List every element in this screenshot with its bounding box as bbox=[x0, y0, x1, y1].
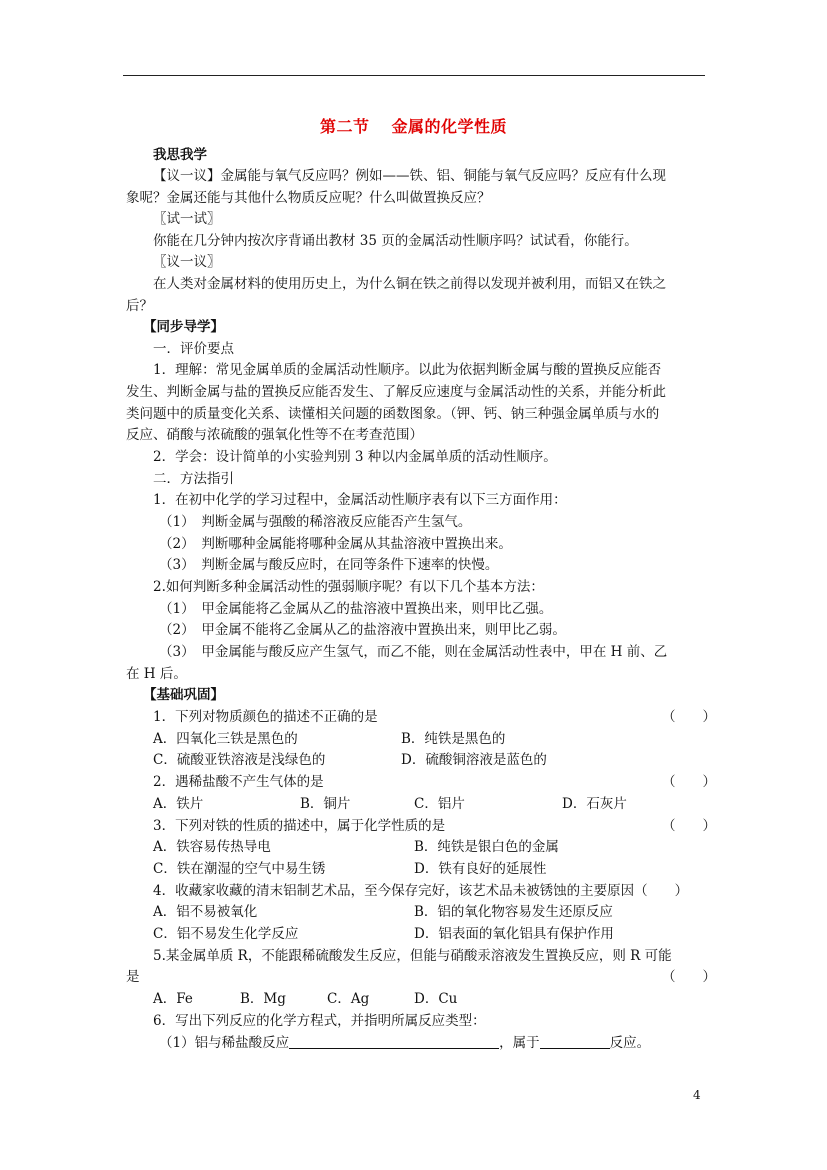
eval-p1-line4: 反应、硝酸与浓硫酸的强氧化性等不在考查范围） bbox=[126, 427, 423, 443]
q4-option-c: C．铝不易发生化学反应 bbox=[153, 926, 299, 942]
try-text: 你能在几分钟内按次序背诵出教材 35 页的金属活动性顺序吗？试试看，你能行。 bbox=[153, 233, 638, 249]
eval-p1-line1: 1．理解：常见金属单质的金属活动性顺序。以此为依据判断金属与酸的置换反应能否 bbox=[153, 362, 662, 378]
q1-option-b: B．纯铁是黑色的 bbox=[401, 731, 506, 747]
q6-item1-suffix: 反应。 bbox=[609, 1035, 651, 1051]
q4-option-a: A．铝不易被氧化 bbox=[153, 904, 258, 920]
q1-answer-paren: （ ） bbox=[662, 709, 716, 725]
method-2-item3-line1: （3） 甲金属能与酸反应产生氢气，而乙不能，则在金属活动性表中，甲在 H 前、乙 bbox=[159, 644, 668, 660]
eval-p1-line2: 发生、判断金属与盐的置换反应能否发生、了解反应速度与金属活动性的关系，并能分析此 bbox=[126, 384, 666, 400]
q3-option-c: C．铁在潮湿的空气中易生锈 bbox=[153, 861, 326, 877]
equation-blank[interactable] bbox=[289, 1034, 499, 1049]
q5-stem-line2: 是 bbox=[126, 969, 140, 985]
eval-p1-line3: 类问题中的质量变化关系、读懂相关问题的函数图象。（钾、钙、钠三种强金属单质与水的 bbox=[126, 406, 660, 422]
method-2-item3-line2: 在 H 后。 bbox=[126, 666, 187, 682]
q1-stem: 1．下列对物质颜色的描述不正确的是 bbox=[153, 709, 378, 725]
q6-item1 bbox=[159, 1034, 650, 1052]
method-1: 1．在初中化学的学习过程中，金属活动性顺序表有以下三方面作用： bbox=[153, 492, 567, 508]
q2-option-d: D．石灰片 bbox=[562, 796, 627, 812]
q2-option-b: B．铜片 bbox=[300, 796, 351, 812]
q3-option-a: A．铁容易传热导电 bbox=[153, 839, 271, 855]
q1-option-d: D．硫酸铜溶液是蓝色的 bbox=[401, 752, 547, 768]
eval-heading: 一．评价要点 bbox=[153, 341, 234, 357]
q3-stem: 3．下列对铁的性质的描述中，属于化学性质的是 bbox=[153, 818, 446, 834]
q6-stem: 6．写出下列反应的化学方程式，并指明所属反应类型： bbox=[153, 1013, 486, 1029]
section-title bbox=[0, 114, 827, 137]
q2-answer-paren: （ ） bbox=[662, 774, 716, 790]
q1-option-a: A．四氧化三铁是黑色的 bbox=[153, 731, 298, 747]
q2-option-c: C．铝片 bbox=[414, 796, 465, 812]
section-name: 金属的化学性质 bbox=[391, 117, 508, 136]
q6-item1-mid: ，属于 bbox=[499, 1035, 540, 1051]
q1-option-c: C．硫酸亚铁溶液是浅绿色的 bbox=[153, 752, 326, 768]
q4-option-d: D．铝表面的氧化铝具有保护作用 bbox=[414, 926, 614, 942]
method-1-item2: （2） 判断哪种金属能将哪种金属从其盐溶液中置换出来。 bbox=[159, 536, 512, 552]
section-number: 第二节 bbox=[319, 117, 370, 136]
discuss2-label: 〖议一议〗 bbox=[153, 254, 221, 270]
reaction-type-blank[interactable] bbox=[540, 1034, 610, 1049]
method-2-item2: （2） 甲金属不能将乙金属从乙的盐溶液中置换出来，则甲比乙弱。 bbox=[159, 622, 566, 638]
q6-item1-prefix: （1）铝与稀盐酸反应 bbox=[159, 1035, 290, 1051]
q5-stem-line1: 5.某金属单质 R，不能跟稀硫酸发生反应，但能与硝酸汞溶液发生置换反应，则 R 可能 bbox=[153, 948, 672, 964]
page-number: 4 bbox=[693, 1088, 701, 1102]
q3-answer-paren: （ ） bbox=[662, 818, 716, 834]
q3-option-b: B．纯铁是银白色的金属 bbox=[414, 839, 559, 855]
q2-option-a: A．铁片 bbox=[153, 796, 204, 812]
method-heading: 二．方法指引 bbox=[153, 471, 234, 487]
discuss1-line2: 象呢？金属还能与其他什么物质反应呢？什么叫做置换反应？ bbox=[126, 190, 491, 206]
q4-option-b: B．铝的氧化物容易发生还原反应 bbox=[414, 904, 613, 920]
header-rule bbox=[123, 75, 705, 76]
q2-stem: 2．遇稀盐酸不产生气体的是 bbox=[153, 774, 324, 790]
jichu-heading: 【基础巩固】 bbox=[143, 687, 224, 703]
q5-option-c: C．Ag bbox=[327, 991, 370, 1007]
q5-option-a: A．Fe bbox=[153, 991, 193, 1007]
try-label: 〖试一试〗 bbox=[153, 211, 221, 227]
q5-option-b: B．Mg bbox=[240, 991, 286, 1007]
q5-answer-paren: （ ） bbox=[662, 969, 716, 985]
method-1-item3: （3） 判断金属与酸反应时，在同等条件下速率的快慢。 bbox=[159, 557, 499, 573]
eval-p2: 2．学会：设计简单的小实验判别 3 种以内金属单质的活动性顺序。 bbox=[153, 449, 557, 465]
discuss2-line1: 在人类对金属材料的使用历史上，为什么铜在铁之前得以发现并被利用，而铝又在铁之 bbox=[153, 276, 666, 292]
q3-option-d: D．铁有良好的延展性 bbox=[414, 861, 547, 877]
method-1-item1: （1） 判断金属与强酸的稀溶液反应能否产生氢气。 bbox=[159, 514, 472, 530]
discuss2-line2: 后？ bbox=[126, 298, 153, 314]
discuss1-line1: 【议一议】金属能与氧气反应吗？例如——铁、铝、铜能与氧气反应吗？反应有什么现 bbox=[153, 168, 666, 184]
q5-option-d: D．Cu bbox=[414, 991, 458, 1007]
wosi-heading: 我思我学 bbox=[153, 147, 207, 163]
method-2: 2.如何判断多种金属活动性的强弱顺序呢？有以下几个基本方法： bbox=[153, 579, 544, 595]
tongbu-heading: 【同步导学】 bbox=[143, 319, 224, 335]
q4-stem: 4．收藏家收藏的清末铝制艺术品，至今保存完好，该艺术品未被锈蚀的主要原因（ ） bbox=[153, 883, 689, 899]
method-2-item1: （1） 甲金属能将乙金属从乙的盐溶液中置换出来，则甲比乙强。 bbox=[159, 601, 553, 617]
